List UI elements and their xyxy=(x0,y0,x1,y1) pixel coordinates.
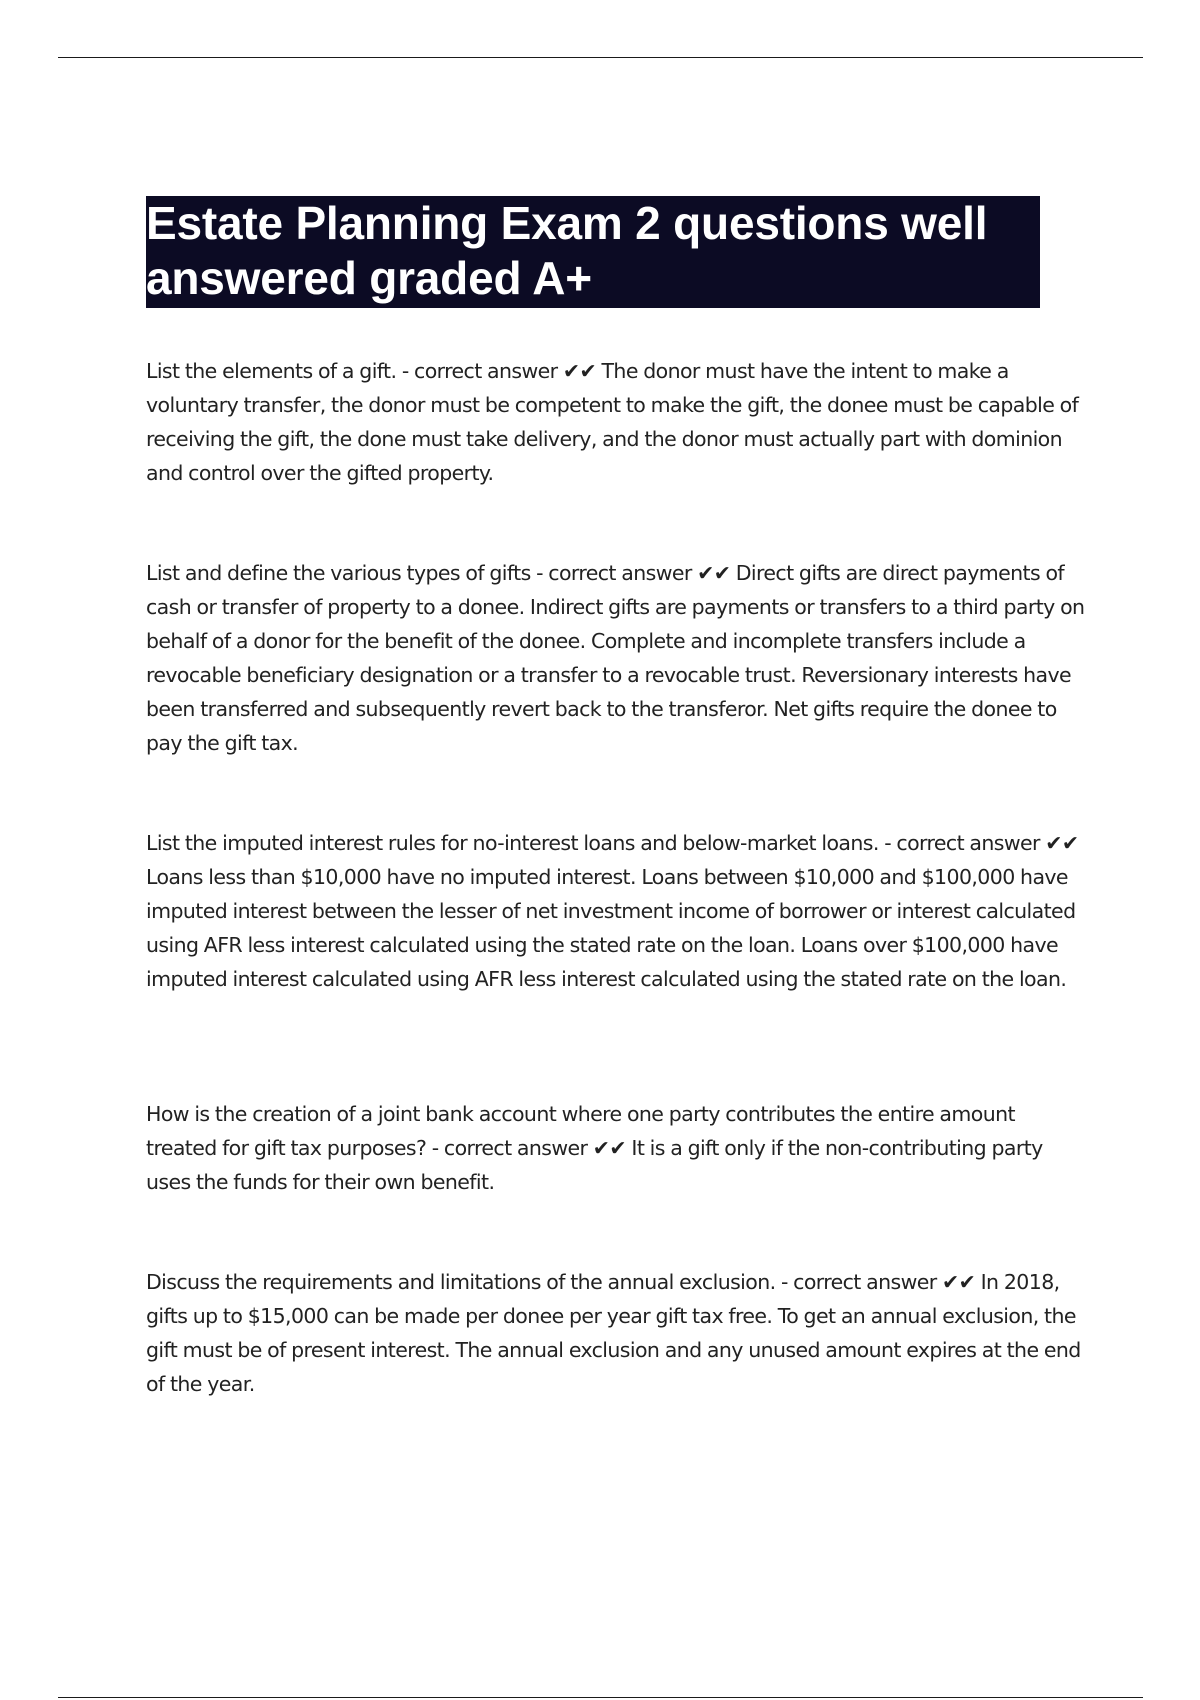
page-title-line-1: Estate Planning Exam 2 questions well xyxy=(146,197,988,249)
header-rule xyxy=(58,57,1143,58)
check-marks-icon: ✔✔ xyxy=(942,1270,976,1294)
qa-item xyxy=(146,556,1086,760)
qa-item xyxy=(146,1265,1086,1401)
check-marks-icon: ✔✔ xyxy=(697,561,731,585)
correct-answer-label: - correct answer xyxy=(878,831,1046,855)
correct-answer-label: - correct answer xyxy=(775,1270,943,1294)
correct-answer-label: - correct answer xyxy=(426,1136,593,1160)
qa-item xyxy=(146,1097,1086,1199)
check-marks-icon: ✔✔ xyxy=(1045,831,1079,855)
correct-answer-label: - correct answer xyxy=(530,561,698,585)
question-text: Discuss the requirements and limitations of the annual exclusion. xyxy=(146,1270,776,1294)
check-marks-icon: ✔✔ xyxy=(562,359,597,383)
answer-text: Direct gifts are direct payments of cash or transfer of property to a donee. Indirect gifts are payments or transfers to a third party on behalf of a donor for the benefit of the donee. Complete and incomplete transfers include a revocable beneficiary designation or a transfer to a revocable trust. Reversionary interests have been transferred and subsequently revert back to the transferor. Net gifts require the donee to pay the gift tax. xyxy=(146,561,1085,755)
question-text: List the elements of a gift. xyxy=(146,359,397,383)
correct-answer-label: - correct answer xyxy=(396,359,563,383)
answer-text: The donor must have the intent to make a voluntary transfer, the donor must be competent to make the gift, the donee must be capable of receiving the gift, the done must take delivery, and the donor must actually part with dominion and control over the gifted property. xyxy=(146,359,1079,485)
question-text: List and define the various types of gifts xyxy=(146,561,531,585)
page-title-line-2: answered graded A+ xyxy=(146,252,592,304)
page-title xyxy=(146,196,1040,308)
question-text: List the imputed interest rules for no-interest loans and below-market loans. xyxy=(146,831,879,855)
footer-rule xyxy=(58,1697,1143,1698)
qa-item xyxy=(146,354,1086,490)
qa-item xyxy=(146,826,1086,996)
check-marks-icon: ✔✔ xyxy=(592,1136,626,1160)
answer-text: It is a gift only if the non-contributing party uses the funds for their own benefit. xyxy=(146,1136,1043,1194)
answer-text: In 2018, gifts up to $15,000 can be made per donee per year gift tax free. To get an annual exclusion, the gift must be of present interest. The annual exclusion and any unused amount expires at the end of the year. xyxy=(146,1270,1081,1396)
answer-text: Loans less than $10,000 have no imputed interest. Loans between $10,000 and $100,000 have imputed interest between the lesser of net investment income of borrower or interest calculated using AFR less interest calculated using the stated rate on the loan. Loans over $100,000 have imputed interest calculated using AFR less interest calculated using the stated rate on the loan. xyxy=(146,865,1076,991)
question-text: How is the creation of a joint bank account where one party contributes the entire amount treated for gift tax purposes? xyxy=(146,1102,1015,1160)
